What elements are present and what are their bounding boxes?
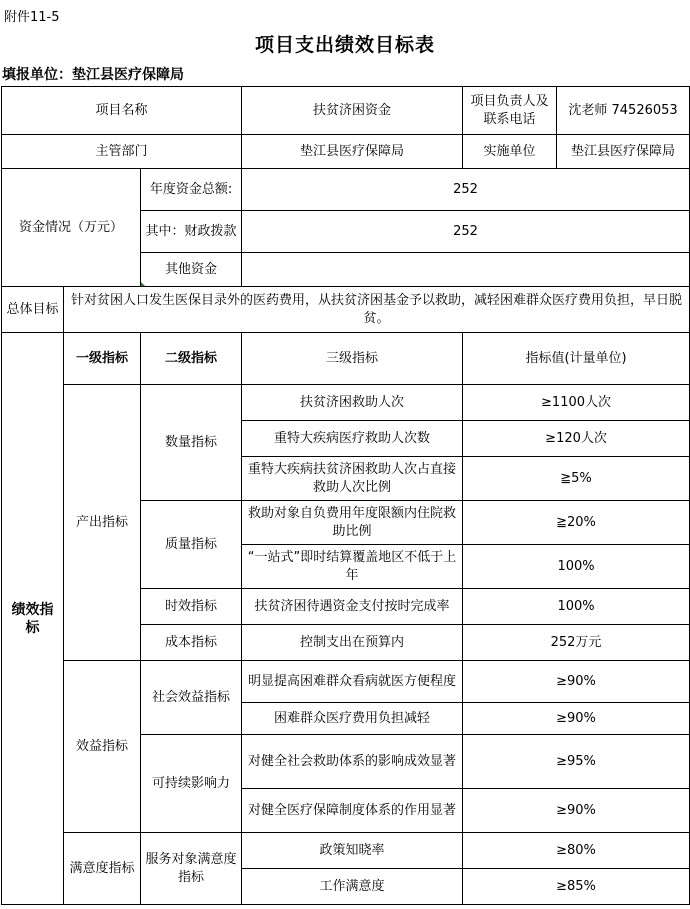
dept-value: 垫江县医疗保障局	[242, 135, 463, 169]
impl-label: 实施单位	[463, 135, 557, 169]
performance-table	[1, 86, 690, 905]
service-label: 服务对象满意度指标	[141, 833, 242, 905]
funds-label: 资金情况（万元）	[2, 169, 141, 287]
total-funds-label: 年度资金总额:	[141, 169, 242, 211]
page-title: 项目支出绩效目标表	[254, 34, 435, 56]
indicator-name: 困难群众医疗费用负担减轻	[242, 703, 463, 735]
header-level2: 二级指标	[141, 333, 242, 385]
indicator-value: ≧5%	[463, 457, 690, 501]
indicator-value: ≥85%	[463, 869, 690, 905]
indicator-name: 扶贫济困待遇资金支付按时完成率	[242, 589, 463, 625]
reporting-unit: 填报单位：垫江县医疗保障局	[2, 67, 184, 83]
quantity-label: 数量指标	[141, 385, 242, 501]
header-value: 指标值(计量单位)	[463, 333, 690, 385]
indicator-value: ≥80%	[463, 833, 690, 869]
indicator-value: ≥90%	[463, 661, 690, 703]
contact-label: 项目负责人及联系电话	[463, 87, 557, 135]
indicator-value: ≧20%	[463, 501, 690, 545]
indicator-value: 100%	[463, 589, 690, 625]
quality-label: 质量指标	[141, 501, 242, 589]
indicator-value: ≥90%	[463, 789, 690, 833]
header-level3: 三级指标	[242, 333, 463, 385]
timeliness-label: 时效指标	[141, 589, 242, 625]
indicator-value: ≥120人次	[463, 421, 690, 457]
indicator-value: 252万元	[463, 625, 690, 661]
project-name-label: 项目名称	[2, 87, 242, 135]
cost-label: 成本指标	[141, 625, 242, 661]
indicator-name: 对健全社会救助体系的影响成效显著	[242, 735, 463, 789]
finance-funds-label: 其中：财政拨款	[141, 211, 242, 253]
indicator-value: 100%	[463, 545, 690, 589]
perf-label: 绩效指标	[2, 333, 64, 905]
other-funds-label: 其他资金	[141, 253, 242, 287]
indicator-value: ≥90%	[463, 703, 690, 735]
indicator-name: 重特大疾病扶贫济困救助人次占直接救助人次比例	[242, 457, 463, 501]
goal-text: 针对贫困人口发生医保目录外的医药费用，从扶贫济困基金予以救助，减轻困难群众医疗费用负担，早日脱贫。	[64, 287, 690, 333]
benefit-label: 效益指标	[64, 661, 141, 833]
indicator-value: ≥95%	[463, 735, 690, 789]
sustain-label: 可持续影响力	[141, 735, 242, 833]
indicator-name: 政策知晓率	[242, 833, 463, 869]
contact-value: 沈老师 74526053	[557, 87, 690, 135]
satisfaction-label: 满意度指标	[64, 833, 141, 905]
indicator-name: 对健全医疗保障制度体系的作用显著	[242, 789, 463, 833]
total-funds-value: 252	[242, 169, 690, 211]
header-level1: 一级指标	[64, 333, 141, 385]
project-name-value: 扶贫济困资金	[242, 87, 463, 135]
indicator-value: ≥1100人次	[463, 385, 690, 421]
output-label: 产出指标	[64, 385, 141, 661]
attachment-label: 附件11-5	[4, 10, 60, 25]
indicator-name: 重特大疾病医疗救助人次数	[242, 421, 463, 457]
indicator-name: 工作满意度	[242, 869, 463, 905]
finance-funds-value: 252	[242, 211, 690, 253]
indicator-name: 明显提高困难群众看病就医方便程度	[242, 661, 463, 703]
indicator-name: 扶贫济困救助人次	[242, 385, 463, 421]
dept-label: 主管部门	[2, 135, 242, 169]
impl-value: 垫江县医疗保障局	[557, 135, 690, 169]
goal-label: 总体目标	[2, 287, 64, 333]
indicator-name: “一站式”即时结算覆盖地区不低于上年	[242, 545, 463, 589]
indicator-name: 控制支出在预算内	[242, 625, 463, 661]
social-label: 社会效益指标	[141, 661, 242, 735]
other-funds-value	[242, 253, 690, 287]
indicator-name: 救助对象自负费用年度限额内住院救助比例	[242, 501, 463, 545]
